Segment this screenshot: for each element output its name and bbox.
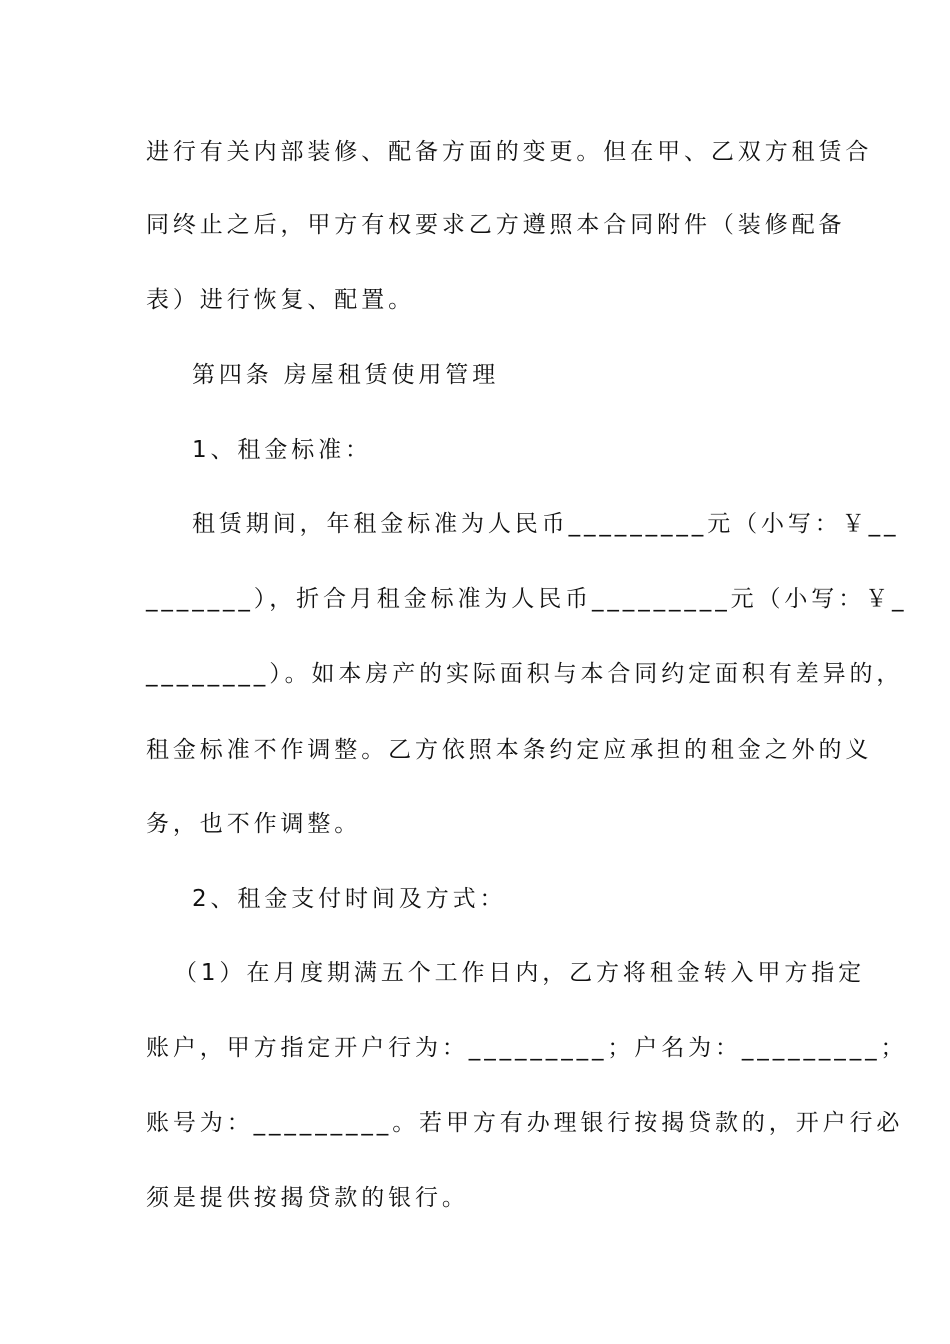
section-heading-article-4: 第四条 房屋租赁使用管理: [192, 362, 500, 388]
paragraph-line-14: 账号为：_________。若甲方有办理银行按揭贷款的，开户行必: [146, 1110, 904, 1136]
paragraph-line-2: 同终止之后，甲方有权要求乙方遵照本合同附件（装修配备: [146, 212, 846, 238]
paragraph-line-8: ________）。如本房产的实际面积与本合同约定面积有差异的，: [146, 661, 904, 687]
paragraph-line-13: 账户，甲方指定开户行为：_________；户名为：_________；: [146, 1035, 908, 1061]
paragraph-line-10: 务，也不作调整。: [146, 811, 362, 837]
paragraph-line-3: 表）进行恢复、配置。: [146, 287, 415, 313]
paragraph-line-6: 租赁期间，年租金标准为人民币_________元（小写：￥__: [192, 511, 900, 537]
paragraph-line-9: 租金标准不作调整。乙方依照本条约定应承担的租金之外的义: [146, 737, 873, 763]
paragraph-line-7: _______），折合月租金标准为人民币_________元（小写：￥_: [146, 586, 908, 612]
paragraph-line-15: 须是提供按揭贷款的银行。: [146, 1185, 469, 1211]
subheading-rent-standard: 1、租金标准：: [192, 437, 372, 463]
paragraph-line-1: 进行有关内部装修、配备方面的变更。但在甲、乙双方租赁合: [146, 139, 873, 165]
paragraph-line-12: （1）在月度期满五个工作日内，乙方将租金转入甲方指定: [174, 960, 866, 986]
subheading-payment-time: 2、租金支付时间及方式：: [192, 886, 507, 912]
